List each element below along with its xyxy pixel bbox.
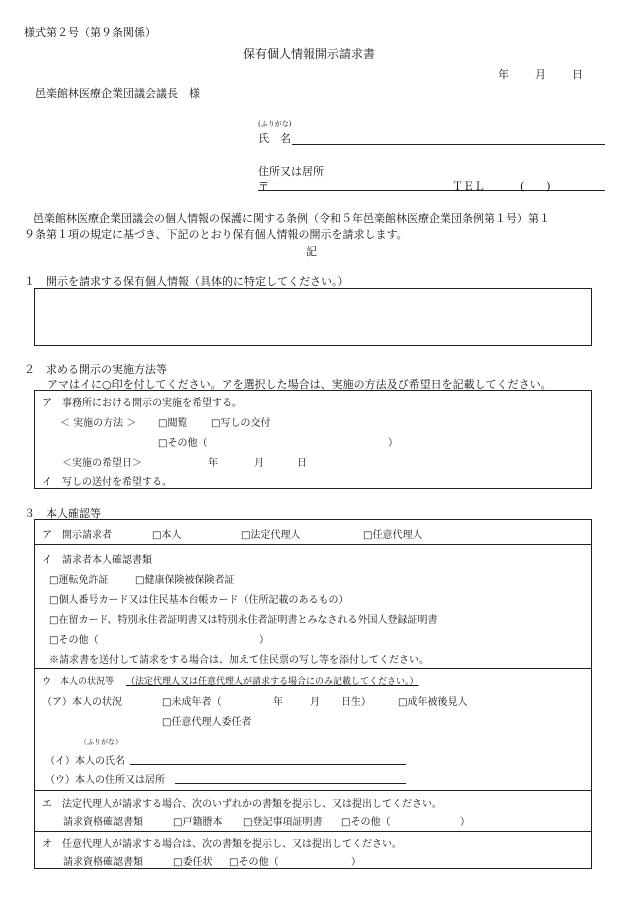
row-divider bbox=[34, 544, 592, 545]
section-3-heading: ３ 本人確認等 bbox=[24, 507, 101, 520]
row-divider bbox=[34, 668, 592, 669]
tel-area-code: ( ) bbox=[520, 180, 551, 193]
intro-line-1: 邑楽館林医療企業団議会の個人情報の保護に関する条例（令和５年邑楽館林医療企業団条例第１号）第１ bbox=[33, 212, 550, 225]
status-adult-ward-checkbox[interactable]: □成年被後見人 bbox=[398, 697, 468, 708]
requester-self-checkbox[interactable]: □本人 bbox=[152, 530, 182, 541]
date-month-label: 月 bbox=[535, 68, 546, 81]
principal-address-label: （ウ）本人の住所又は居所 bbox=[45, 775, 165, 786]
requester-address-label: 住所又は居所 bbox=[258, 165, 324, 178]
principal-address-field[interactable] bbox=[175, 783, 406, 784]
requester-furigana-label: (ふりがな) bbox=[258, 120, 292, 128]
method-copy-checkbox[interactable]: □写しの交付 bbox=[211, 418, 271, 429]
status-principal-checkbox[interactable]: □任意代理人委任者 bbox=[162, 717, 252, 728]
birth-day: 日生） bbox=[341, 697, 371, 708]
row-i-label: イ 請求者本人確認書類 bbox=[42, 555, 152, 566]
date-day-label: 日 bbox=[572, 68, 583, 81]
option-i-mail[interactable]: イ 写しの送付を希望する。 bbox=[42, 477, 172, 488]
requester-legal-agent-checkbox[interactable]: □法定代理人 bbox=[241, 530, 301, 541]
date-year-label: 年 bbox=[498, 68, 509, 81]
row-divider bbox=[34, 790, 592, 791]
method-view-checkbox[interactable]: □閲覧 bbox=[158, 418, 188, 429]
tel-label: ＴＥＬ bbox=[452, 180, 485, 193]
row-u-note: （法定代理人又は任意代理人が請求する場合にのみ記載してください。） bbox=[126, 677, 419, 687]
doc-registry-certificate-checkbox[interactable]: □登記事項証明書 bbox=[243, 817, 323, 828]
requester-name-field[interactable] bbox=[292, 144, 605, 145]
section-1-heading: １ 開示を請求する保有個人情報（具体的に特定してください。） bbox=[24, 275, 349, 288]
method-other-close: ） bbox=[388, 438, 398, 449]
section-2-heading: ２ 求める開示の実施方法等 bbox=[24, 363, 167, 376]
row-o-docs-label: 請求資格確認書類 bbox=[63, 857, 143, 868]
doc-license-checkbox[interactable]: □運転免許証 bbox=[49, 575, 109, 586]
addressee: 邑楽館林医療企業団議会議長 様 bbox=[35, 87, 200, 100]
page-title: 保有個人情報開示請求書 bbox=[243, 47, 376, 61]
wish-year: 年 bbox=[208, 458, 218, 469]
intro-line-2: ９条第１項の規定に基づき、下記のとおり保有個人情報の開示を請求します。 bbox=[24, 228, 408, 241]
birth-month: 月 bbox=[310, 697, 320, 708]
status-label: （ア）本人の状況 bbox=[42, 697, 122, 708]
requester-name-label: 氏 名 bbox=[258, 132, 291, 145]
section-1-textbox[interactable] bbox=[34, 288, 592, 346]
wish-month: 月 bbox=[254, 458, 264, 469]
doc-power-of-attorney-checkbox[interactable]: □委任状 bbox=[173, 857, 213, 868]
row-divider bbox=[34, 831, 592, 832]
row-u-label: ウ 本人の状況等 bbox=[42, 677, 115, 687]
wish-date-label: ＜実施の希望日＞ bbox=[62, 458, 142, 469]
doc-e-other-close: ） bbox=[460, 817, 470, 828]
requester-address-field[interactable] bbox=[258, 190, 605, 191]
principal-furigana-label: （ふりがな） bbox=[80, 738, 122, 746]
row-i-note: ※請求書を送付して請求をする場合は、加えて住民票の写し等を添付してください。 bbox=[49, 655, 429, 666]
option-a-office[interactable]: ア 事務所における開示の実施を希望する。 bbox=[42, 398, 242, 409]
row-e-label: エ 法定代理人が請求する場合、次のいずれかの書類を提示し、又は提出してください。 bbox=[42, 799, 442, 810]
wish-day: 日 bbox=[297, 458, 307, 469]
ki-label: 記 bbox=[306, 245, 317, 258]
requester-voluntary-agent-checkbox[interactable]: □任意代理人 bbox=[363, 530, 423, 541]
doc-o-other-checkbox[interactable]: □その他（ bbox=[229, 857, 279, 868]
principal-name-label: （イ）本人の氏名 bbox=[45, 756, 125, 767]
doc-insurance-checkbox[interactable]: □健康保険被保険者証 bbox=[135, 575, 235, 586]
postal-mark: 〒 bbox=[258, 180, 269, 193]
principal-name-field[interactable] bbox=[130, 764, 406, 765]
doc-residence-card-checkbox[interactable]: □在留カード、特別永住者証明書又は特別永住者証明書とみなされる外国人登録証明書 bbox=[49, 615, 438, 626]
form-number: 様式第２号（第９条関係） bbox=[24, 26, 156, 39]
doc-family-register-checkbox[interactable]: □戸籍謄本 bbox=[173, 817, 223, 828]
doc-o-other-close: ） bbox=[351, 857, 361, 868]
row-e-docs-label: 請求資格確認書類 bbox=[63, 817, 143, 828]
section-2-instruction: アマはイに○印を付してください。アを選択した場合は、実施の方法及び希望日を記載してください。 bbox=[47, 378, 552, 391]
doc-mynumber-checkbox[interactable]: □個人番号カード又は住民基本台帳カード（住所記載のあるもの） bbox=[49, 595, 349, 606]
method-other-checkbox[interactable]: □その他（ bbox=[158, 438, 208, 449]
doc-other-checkbox[interactable]: □その他（ bbox=[49, 635, 99, 646]
row-a-label: ア 開示請求者 bbox=[42, 530, 112, 541]
birth-year: 年 bbox=[273, 697, 283, 708]
method-label: ＜ 実施の方法 ＞ bbox=[60, 418, 137, 429]
doc-e-other-checkbox[interactable]: □その他（ bbox=[341, 817, 391, 828]
status-minor-checkbox[interactable]: □未成年者（ bbox=[162, 697, 222, 708]
row-o-label: オ 任意代理人が請求する場合は、次の書類を提示し、又は提出してください。 bbox=[42, 839, 402, 850]
doc-other-close: ） bbox=[259, 635, 269, 646]
